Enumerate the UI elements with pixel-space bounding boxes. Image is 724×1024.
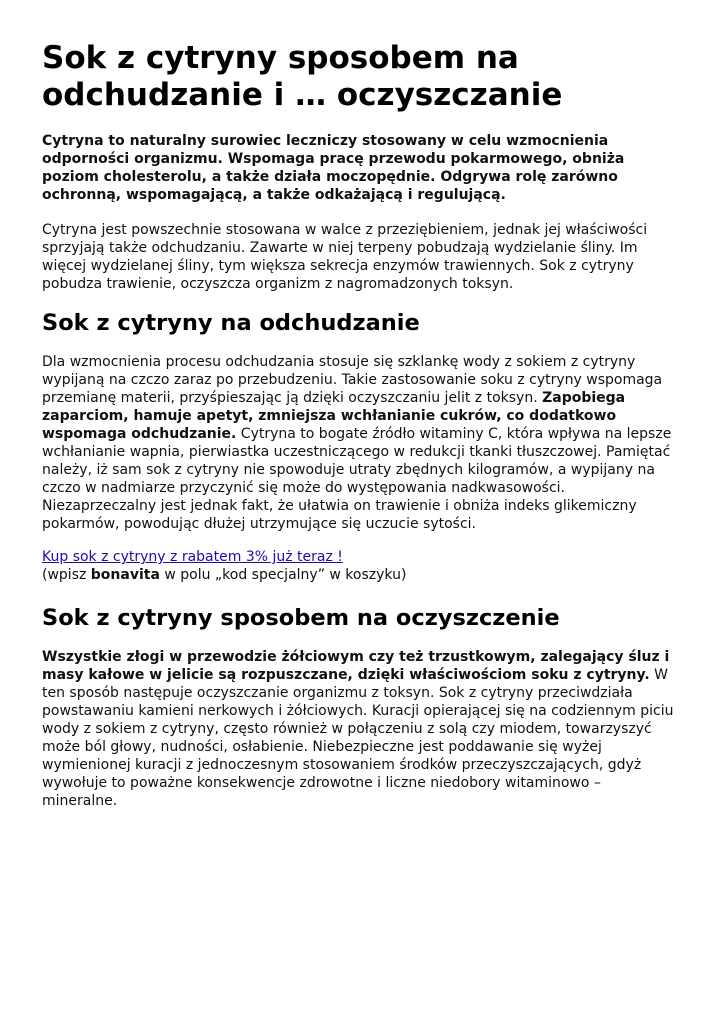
paragraph-text: Cytryna to bogate źródło witaminy C, która wpływa na lepsze wchłanianie wapnia, pierwiastka uczestniczącego w redukcji tkanki tłuszczowej. Pamiętać należy, iż sam sok z cytryny nie spowoduje utraty zbędnych kilogramów, a wypijany na czczo w nadmiarze przyczynić się może do występowania nadkwasowości. Niezaprzeczalny jest jednak fakt, że ułatwia on trawienie i obniża indeks glikemiczny pokarmów, powodując dłużej utrzymujące się uczucie sytości. [42,426,672,532]
promo-link[interactable]: Kup sok z cytryny z rabatem 3% już teraz ! [42,549,343,565]
promo-note-text: (wpisz [42,567,91,583]
lead-paragraph: Cytryna to naturalny surowiec leczniczy stosowany w celu wzmocnienia odporności organizmu. Wspomaga pracę przewodu pokarmowego, obniża poziom cholesterolu, a także działa moczopędnie. Odgrywa rolę zarówno ochronną, wspomagającą, a także odkażającą i regulującą. [42,133,625,203]
paragraph-bold-text: Wszystkie złogi w przewodzie żółciowym czy też trzustkowym, zalegający śluz i masy kałowe w jelicie są rozpuszczane, dzięki właściwościom soku z cytryny. [42,649,670,683]
paragraph-bold-text: Zapobiega zaparciom, hamuje apetyt, zmniejsza wchłanianie cukrów, co dodatkowo wspomaga odchudzanie. [42,390,626,442]
page-title: Sok z cytryny sposobem na odchudzanie i … oczyszczanie [42,40,563,113]
section-paragraph-oczyszczenie [42,648,678,810]
section-paragraph-odchudzanie [42,353,678,533]
section-heading-odchudzanie: Sok z cytryny na odchudzanie [42,310,420,336]
promo-block [42,548,678,584]
section-heading-oczyszczenie: Sok z cytryny sposobem na oczyszczenie [42,605,560,631]
paragraph-text: W ten sposób następuje oczyszczanie organizmu z toksyn. Sok z cytryny przeciwdziała powstawaniu kamieni nerkowych i żółciowych. Kuracji opierającej się na codziennym piciu wody z sokiem z cytryny, często również w połączeniu z solą czy miodem, towarzyszyć może ból głowy, nudności, osłabienie. Niebezpieczne jest poddawanie się wyżej wymienionej kuracji z jednoczesnym stosowaniem środków przeczyszczających, gdyż wywołuje to poważne konsekwencje zdrowotne i liczne niedobory witaminowo – mineralne. [42,667,674,809]
article [42,40,678,825]
promo-note-text: w polu „kod specjalny” w koszyku) [159,567,407,583]
promo-code: bonavita [90,567,160,583]
paragraph-text: Dla wzmocnienia procesu odchudzania stosuje się szklankę wody z sokiem z cytryny wypijaną na czczo zaraz po przebudzeniu. Takie zastosowanie soku z cytryny wspomaga przemianę materii, przyśpieszając ją dzięki oczyszczaniu jelit z toksyn. [42,354,663,406]
intro-paragraph: Cytryna jest powszechnie stosowana w walce z przeziębieniem, jednak jej właściwości sprzyjają także odchudzaniu. Zawarte w niej terpeny pobudzają wydzielanie śliny. Im więcej wydzielanej śliny, tym większa sekrecja enzymów trawiennych. Sok z cytryny pobudza trawienie, oczyszcza organizm z nagromadzonych toksyn. [42,222,648,292]
